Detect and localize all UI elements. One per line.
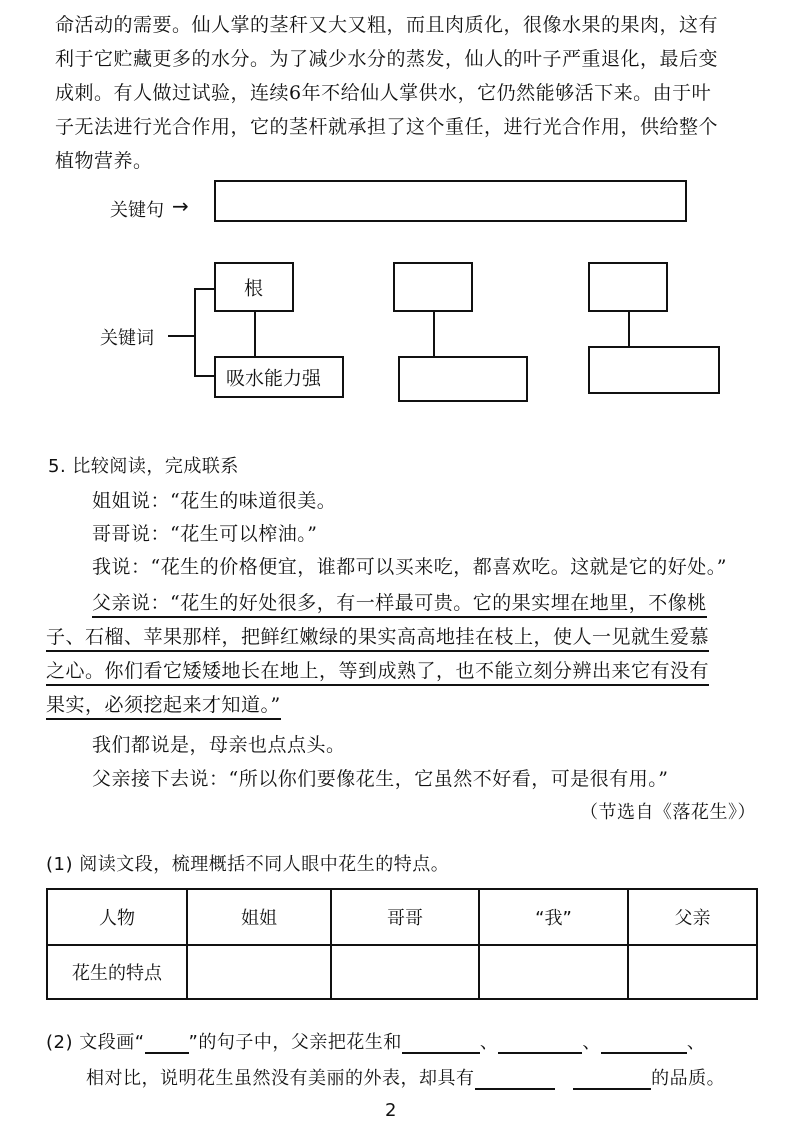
- passage-line-2: 利于它贮藏更多的水分。为了减少水分的蒸发，仙人的叶子严重退化，最后变: [55, 48, 719, 70]
- col2-bottom-box[interactable]: [398, 356, 528, 402]
- passage-line-3: 成刺。有人做过试验，连续6年不给仙人掌供水，它仍然能够活下来。由于叶: [55, 82, 712, 104]
- passage-line-1: 命活动的需要。仙人掌的茎秆又大又粗，而且肉质化，很像水果的果肉，这有: [55, 14, 719, 36]
- table-header-cell: 人物: [47, 889, 187, 945]
- answer-blank-5[interactable]: [573, 1070, 651, 1090]
- col1-bottom-box: [214, 356, 344, 398]
- father-quote-line-1-text: 父亲说：“花生的好处很多，有一样最可贵。它的果实埋在地里，不像桃: [92, 592, 707, 618]
- q2-sep1: 、: [479, 1032, 499, 1053]
- q2-line2-b: 的品质。: [651, 1068, 726, 1089]
- q2-sep2: 、: [582, 1032, 601, 1053]
- q2-line-2: [86, 1064, 725, 1090]
- me-quote: 我说：“花生的价格便宜，谁都可以买来吃，都喜欢吃。这就是它的好处。”: [92, 556, 727, 578]
- key-words-bracket: [194, 288, 196, 376]
- col2-connector: [433, 312, 435, 356]
- nod-line: 我们都说是，母亲也点点头。: [92, 734, 346, 756]
- answer-cell-sister[interactable]: [187, 945, 331, 999]
- table-header-cell: 父亲: [628, 889, 757, 945]
- father-continue: 父亲接下去说：“所以你们要像花生，它虽然不好看，可是很有用。”: [92, 768, 669, 790]
- table-header-cell: 哥哥: [331, 889, 479, 945]
- q2-part2: ”的句子中，父亲把花生和: [188, 1032, 402, 1053]
- key-words-label: 关键词: [100, 328, 154, 349]
- table-row-label: 花生的特点: [47, 945, 187, 999]
- col3-top-box[interactable]: [588, 262, 668, 312]
- col3-bottom-box[interactable]: [588, 346, 720, 394]
- answer-blank-1[interactable]: [402, 1034, 480, 1054]
- q2-line2-a: 相对比，说明花生虽然没有美丽的外表，却具有: [86, 1068, 475, 1089]
- father-quote-line-3-text: 之心。你们看它矮矮地长在地上，等到成熟了，也不能立刻分辨出来它有没有: [46, 660, 709, 686]
- father-quote-line-4: [46, 690, 281, 717]
- brother-quote: 哥哥说：“花生可以榨油。”: [92, 523, 318, 545]
- father-quote-line-1: [92, 588, 707, 615]
- key-words-arrow-line: [168, 335, 194, 337]
- answer-cell-brother[interactable]: [331, 945, 479, 999]
- key-sentence-label: 关键句: [110, 200, 164, 221]
- page-number: 2: [385, 1100, 397, 1121]
- father-quote-line-2-text: 子、石榴、苹果那样，把鲜红嫩绿的果实高高地挂在枝上，使人一见就生爱慕: [46, 626, 709, 652]
- passage-line-4: 子无法进行光合作用，它的茎杆就承担了这个重任，进行光合作用，供给整个: [55, 116, 719, 138]
- answer-cell-me[interactable]: [479, 945, 628, 999]
- underline-marker-blank: [145, 1034, 189, 1054]
- answer-blank-2[interactable]: [498, 1034, 582, 1054]
- q2-line-1: [46, 1028, 705, 1054]
- table-row: [47, 945, 757, 999]
- table-header-row: [47, 889, 757, 945]
- col1-bottom-label: 吸水能力强: [226, 367, 322, 390]
- answer-blank-4[interactable]: [475, 1070, 555, 1090]
- table-header-cell: 姐姐: [187, 889, 331, 945]
- father-quote-line-4-text: 果实，必须挖起来才知道。”: [46, 694, 281, 720]
- passage-line-5: 植物营养。: [55, 150, 153, 172]
- col3-connector: [628, 312, 630, 346]
- sister-quote: 姐姐说：“花生的味道很美。: [92, 490, 337, 512]
- col2-top-box[interactable]: [393, 262, 473, 312]
- source-citation: （节选自《落花生》）: [580, 802, 756, 823]
- father-quote-line-3: [46, 656, 709, 683]
- key-sentence-box[interactable]: [214, 180, 687, 222]
- key-sentence-arrow-icon: →: [172, 194, 189, 218]
- table-header-cell: “我”: [479, 889, 628, 945]
- q2-part1: (2) 文段画“: [46, 1032, 145, 1053]
- q2-sep3: 、: [686, 1032, 706, 1053]
- father-quote-line-2: [46, 622, 709, 649]
- bracket-top-connector: [194, 288, 214, 290]
- section5-heading: 5. 比较阅读，完成联系: [48, 456, 239, 477]
- features-table: [46, 888, 758, 1000]
- answer-cell-father[interactable]: [628, 945, 757, 999]
- col1-top-box: [214, 262, 294, 312]
- col1-connector: [254, 312, 256, 356]
- bracket-bottom-connector: [194, 375, 214, 377]
- col1-top-label: 根: [244, 277, 264, 300]
- answer-blank-3[interactable]: [601, 1034, 687, 1054]
- q1-text: (1) 阅读文段，梳理概括不同人眼中花生的特点。: [46, 854, 450, 875]
